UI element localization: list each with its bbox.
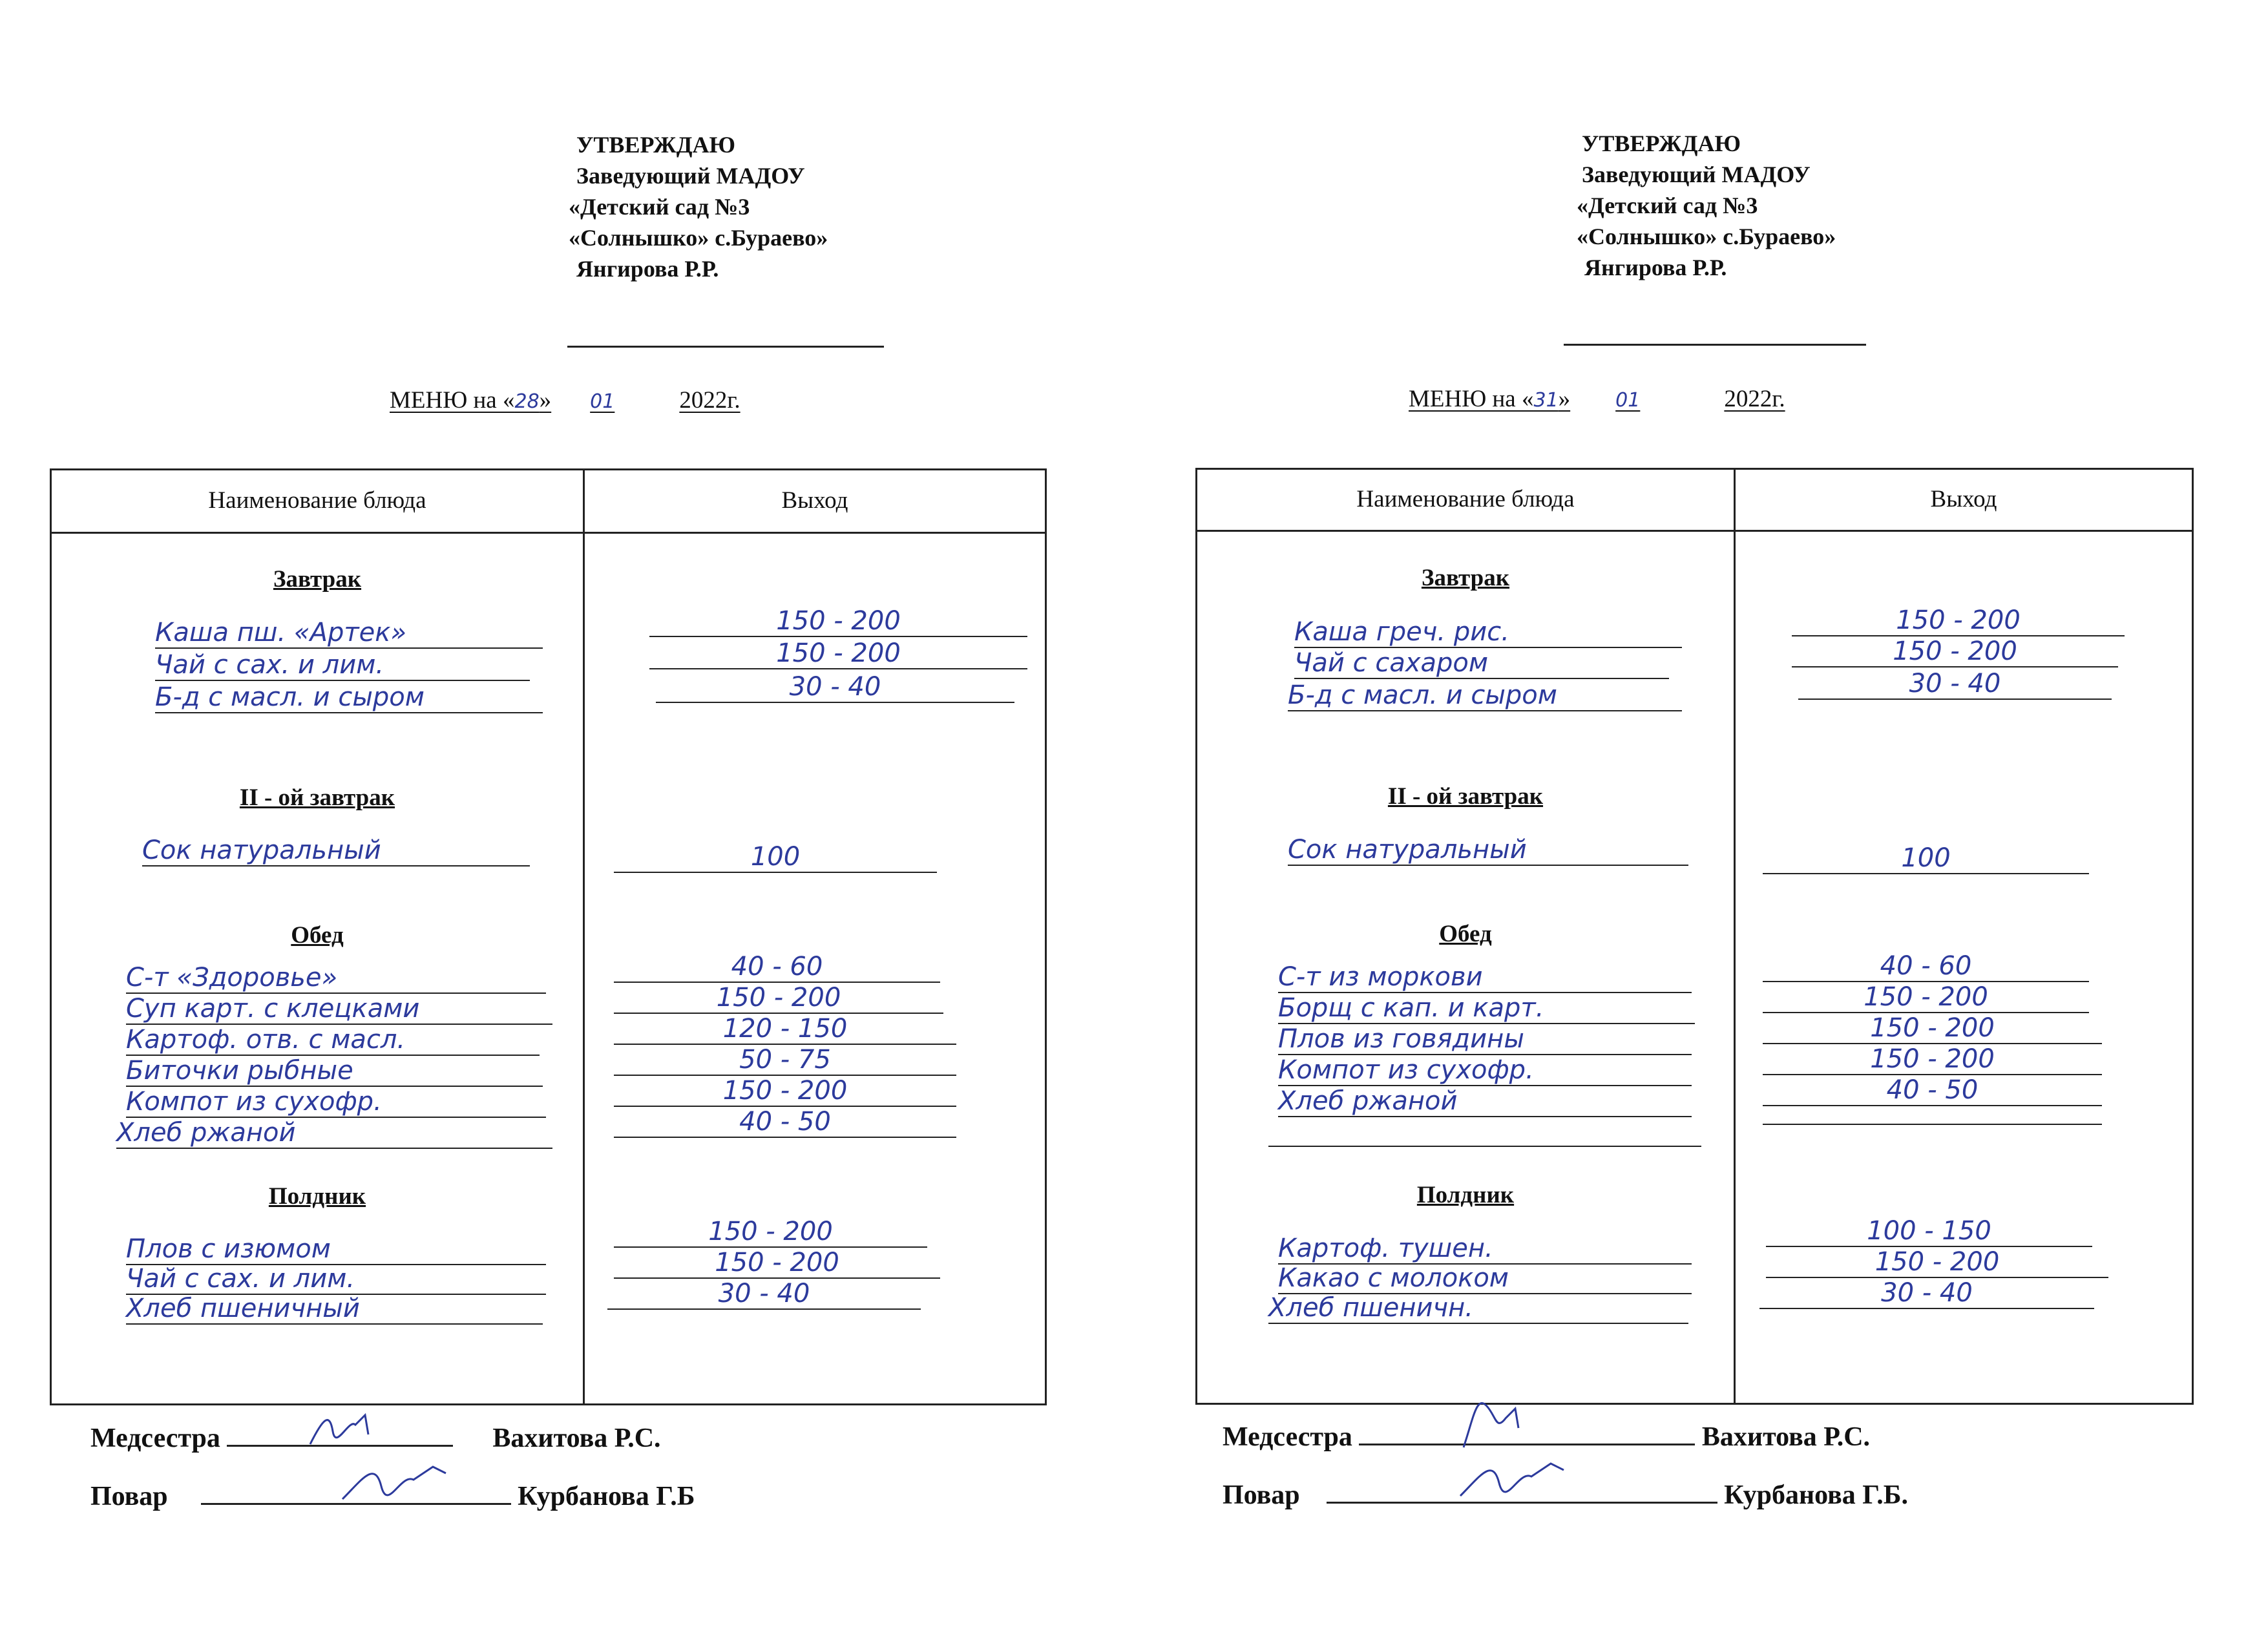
cook-signature-scribble <box>1454 1451 1570 1502</box>
snack-item-3-output: 30 - 40 <box>607 1279 921 1310</box>
cook-label: Повар <box>90 1482 168 1511</box>
header-output: Выход <box>1930 486 1997 512</box>
header-dish-name: Наименование блюда <box>208 487 426 514</box>
section-lunch: Обед <box>1439 921 1492 947</box>
menu-day: 28 <box>514 390 540 413</box>
lunch-item-5-name: Компот из сухофр. <box>126 1087 546 1118</box>
approval-title: УТВЕРЖДАЮ <box>576 132 736 158</box>
lunch-item-2-name: Суп карт. с клецками <box>126 994 552 1025</box>
menu-day: 31 <box>1533 389 1559 412</box>
lunch-item-3-output: 120 - 150 <box>614 1014 956 1045</box>
section-breakfast: Завтрак <box>1421 565 1510 591</box>
nurse-signature-row <box>1223 1422 1870 1453</box>
lunch-item-2-name: Борщ с кап. и карт. <box>1278 993 1695 1024</box>
approval-org-place: «Солнышко» с.Бураево» <box>569 225 828 251</box>
snack-item-3-name: Хлеб пшеничный <box>126 1294 543 1325</box>
breakfast-item-1-output: 150 - 200 <box>649 606 1027 637</box>
breakfast-item-3-name: Б-д с масл. и сыром <box>155 682 543 713</box>
approval-name: Янгирова Р.Р. <box>576 256 719 282</box>
column-divider <box>1734 470 1736 1403</box>
section-breakfast: Завтрак <box>273 566 362 593</box>
nurse-name: Вахитова Р.С. <box>492 1423 661 1453</box>
lunch-item-6-name: Хлеб ржаной <box>116 1118 552 1149</box>
lunch-item-2-output: 150 - 200 <box>1763 982 2089 1013</box>
lunch-item-3-name: Плов из говядины <box>1278 1024 1692 1055</box>
nurse-name: Вахитова Р.С. <box>1701 1422 1871 1452</box>
breakfast-item-1-output: 150 - 200 <box>1792 605 2125 636</box>
header-divider <box>52 532 1045 534</box>
breakfast-item-1-name: Каша пш. «Артек» <box>155 618 543 649</box>
approval-signature-line <box>567 346 884 348</box>
cook-label: Повар <box>1223 1480 1300 1510</box>
menu-month: 01 <box>1615 389 1641 412</box>
menu-year: 2022г. <box>679 387 740 414</box>
second-breakfast-item-1-name: Сок натуральный <box>142 835 530 867</box>
column-divider <box>583 470 585 1403</box>
menu-date-line <box>390 386 740 414</box>
snack-item-1-output: 100 - 150 <box>1766 1216 2092 1247</box>
approval-signature-line <box>1564 344 1866 346</box>
nurse-label: Медсестра <box>90 1423 220 1453</box>
breakfast-item-3-name: Б-д с масл. и сыром <box>1288 680 1682 711</box>
lunch-item-3-name: Картоф. отв. с масл. <box>126 1025 540 1056</box>
snack-item-1-output: 150 - 200 <box>614 1217 927 1248</box>
header-dish-name: Наименование блюда <box>1356 486 1575 512</box>
cook-name: Курбанова Г.Б. <box>1724 1480 1909 1510</box>
lunch-item-2-output: 150 - 200 <box>614 983 943 1014</box>
lunch-item-3-output: 150 - 200 <box>1763 1013 2102 1044</box>
lunch-item-4-output: 50 - 75 <box>614 1045 956 1076</box>
breakfast-item-2-output: 150 - 200 <box>1792 636 2118 667</box>
lunch-item-6-output: 40 - 50 <box>614 1107 956 1138</box>
menu-table <box>1195 468 2194 1405</box>
nurse-signature-scribble <box>1451 1392 1541 1451</box>
menu-mid: » <box>539 387 552 414</box>
header-divider <box>1197 530 2192 532</box>
section-snack: Полдник <box>268 1183 366 1210</box>
approval-block <box>1577 128 1836 283</box>
lunch-item-4-output: 150 - 200 <box>1763 1044 2102 1075</box>
second-breakfast-item-1-name: Сок натуральный <box>1288 835 1688 866</box>
snack-item-3-output: 30 - 40 <box>1759 1278 2094 1309</box>
lunch-item-5-name: Хлеб ржаной <box>1278 1086 1692 1117</box>
snack-item-2-name: Какао с молоком <box>1278 1263 1692 1294</box>
lunch-item-1-name: С-т «Здоровье» <box>126 963 546 994</box>
approval-org: «Детский сад №3 <box>1577 193 1758 218</box>
section-second-breakfast: II - ой завтрак <box>1387 783 1544 810</box>
breakfast-item-3-output: 30 - 40 <box>656 672 1014 703</box>
menu-month: 01 <box>590 390 615 413</box>
cook-signature-scribble <box>336 1454 452 1506</box>
second-breakfast-item-1-output: 100 <box>1763 843 2089 874</box>
second-breakfast-item-1-output: 100 <box>614 842 937 873</box>
header-output: Выход <box>781 487 848 514</box>
menu-year: 2022г. <box>1724 386 1785 412</box>
snack-item-1-name: Картоф. тушен. <box>1278 1234 1692 1265</box>
lunch-item-1-output: 40 - 60 <box>1763 951 2089 982</box>
section-snack: Полдник <box>1416 1182 1515 1208</box>
approval-position: Заведующий МАДОУ <box>1582 162 1811 187</box>
lunch-item-4-name: Компот из сухофр. <box>1278 1055 1692 1086</box>
approval-org: «Детский сад №3 <box>569 194 750 220</box>
approval-name: Янгирова Р.Р. <box>1584 255 1727 280</box>
lunch-item-5-output: 40 - 50 <box>1763 1075 2102 1106</box>
lunch-empty-line <box>1268 1146 1701 1147</box>
lunch-item-1-name: С-т из моркови <box>1278 962 1692 993</box>
approval-title: УТВЕРЖДАЮ <box>1582 131 1741 156</box>
breakfast-item-1-name: Каша греч. рис. <box>1294 617 1682 648</box>
lunch-item-4-name: Биточки рыбные <box>126 1056 543 1087</box>
breakfast-item-3-output: 30 - 40 <box>1798 669 2112 700</box>
menu-prefix: МЕНЮ на « <box>1409 386 1534 412</box>
snack-item-2-output: 150 - 200 <box>614 1248 940 1279</box>
menu-mid: » <box>1558 386 1571 412</box>
cook-name: Курбанова Г.Б <box>518 1482 695 1511</box>
menu-date-line <box>1409 385 1785 413</box>
nurse-label: Медсестра <box>1223 1422 1352 1452</box>
snack-item-2-name: Чай с сах. и лим. <box>126 1264 546 1295</box>
output-empty-line <box>1763 1124 2102 1125</box>
approval-block <box>569 129 828 284</box>
snack-item-2-output: 150 - 200 <box>1766 1247 2108 1278</box>
snack-item-1-name: Плов с изюмом <box>126 1234 546 1265</box>
section-lunch: Обед <box>291 922 344 949</box>
lunch-item-5-output: 150 - 200 <box>614 1076 956 1107</box>
lunch-item-1-output: 40 - 60 <box>614 952 940 983</box>
breakfast-item-2-name: Чай с сахаром <box>1294 648 1669 679</box>
approval-position: Заведующий МАДОУ <box>576 163 805 189</box>
nurse-signature-scribble <box>304 1405 394 1451</box>
snack-item-3-name: Хлеб пшеничн. <box>1268 1293 1688 1324</box>
approval-org-place: «Солнышко» с.Бураево» <box>1577 224 1836 249</box>
breakfast-item-2-name: Чай с сах. и лим. <box>155 650 530 681</box>
menu-prefix: МЕНЮ на « <box>390 387 515 414</box>
breakfast-item-2-output: 150 - 200 <box>649 638 1027 669</box>
menu-table <box>50 468 1047 1405</box>
section-second-breakfast: II - ой завтрак <box>239 784 395 811</box>
